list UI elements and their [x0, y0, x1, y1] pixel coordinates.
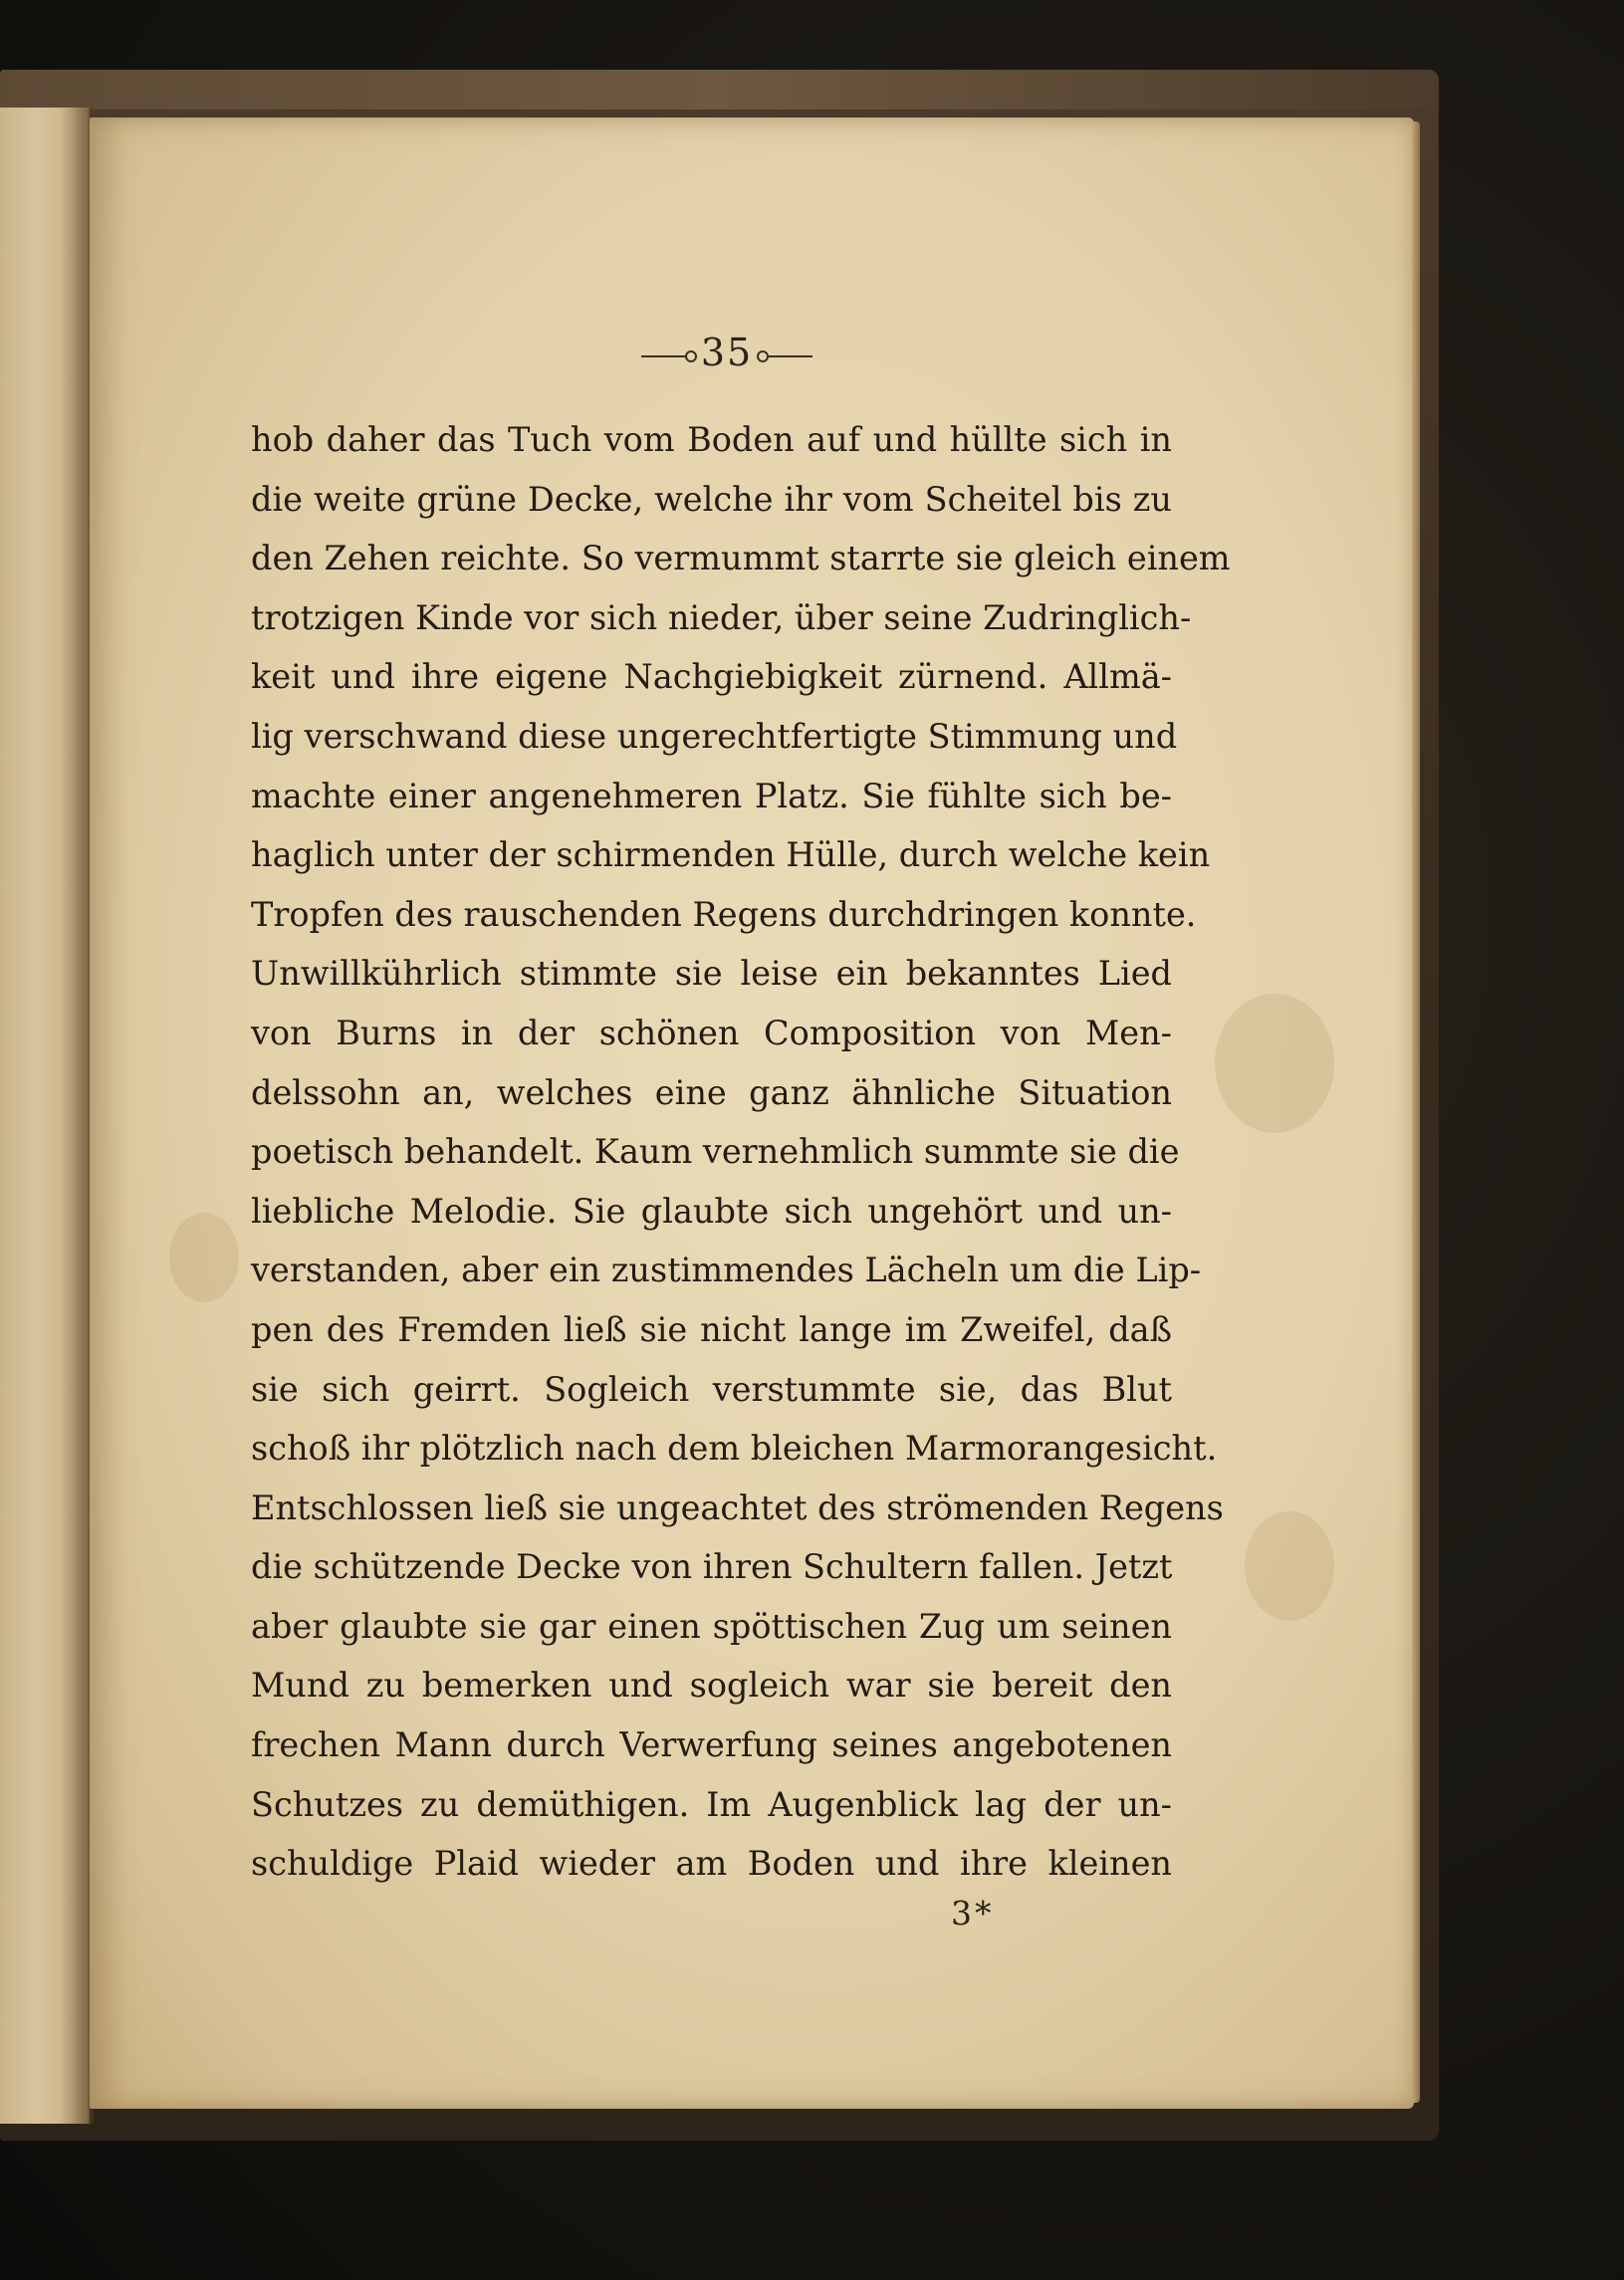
paper-stain — [1245, 1511, 1334, 1621]
text-line: Unwillkührlich stimmte sie leise ein bekanntes Lied — [251, 954, 1172, 994]
text-line: die weite grüne Decke, welche ihr vom Scheitel bis zu — [251, 479, 1172, 519]
text-line: schoß ihr plötzlich nach dem bleichen Marmorangesicht. — [251, 1429, 1218, 1469]
ornament-right-icon — [767, 355, 812, 357]
text-line: Entschlossen ließ sie ungeachtet des strömenden Regens — [251, 1487, 1224, 1527]
gutter-shadow — [60, 108, 94, 2124]
text-line: trotzigen Kinde vor sich nieder, über seine Zudringlich- — [251, 597, 1192, 637]
page-number-text: 35 — [700, 331, 754, 374]
book-cover-top-edge — [0, 70, 1434, 110]
text-line: delssohn an, welches eine ganz ähnliche Situation — [251, 1072, 1172, 1112]
text-line: Schutzes zu demüthigen. Im Augenblick lag der un- — [251, 1784, 1172, 1824]
text-line: schuldige Plaid wieder am Boden und ihre kleinen — [251, 1844, 1172, 1884]
ornament-left-icon — [641, 355, 687, 357]
text-line: Mund zu bemerken und sogleich war sie bereit den — [251, 1666, 1172, 1706]
body-text — [251, 410, 1231, 1894]
text-line: keit und ihre eigene Nachgiebigkeit zürnend. Allmä- — [251, 657, 1172, 697]
page-number — [597, 331, 856, 374]
text-line: frechen Mann durch Verwerfung seines angebotenen — [251, 1725, 1172, 1765]
text-line: den Zehen reichte. So vermummt starrte sie gleich einem — [251, 539, 1231, 578]
text-line: von Burns in der schönen Composition von Men- — [251, 1013, 1172, 1052]
text-line: Tropfen des rauschenden Regens durchdringen konnte. — [251, 894, 1197, 934]
text-line: hob daher das Tuch vom Boden auf und hüllte sich in — [251, 420, 1172, 459]
signature-mark: 3* — [951, 1894, 995, 1933]
text-line: die schützende Decke von ihren Schultern fallen. Jetzt — [251, 1547, 1173, 1587]
paper-stain — [1215, 994, 1334, 1133]
text-line: verstanden, aber ein zustimmendes Lächeln um die Lip- — [251, 1251, 1202, 1290]
text-line: lig verschwand diese ungerechtfertigte Stimmung und — [251, 716, 1178, 756]
text-line: machte einer angenehmeren Platz. Sie fühlte sich be- — [251, 776, 1172, 815]
text-line: aber glaubte sie gar einen spöttischen Zug um seinen — [251, 1606, 1172, 1646]
page-right-edge — [1412, 121, 1420, 2103]
text-line: sie sich geirrt. Sogleich verstummte sie, das Blut — [251, 1369, 1172, 1409]
text-line: poetisch behandelt. Kaum vernehmlich summte sie die — [251, 1132, 1180, 1172]
text-line: pen des Fremden ließ sie nicht lange im Zweifel, daß — [251, 1309, 1172, 1349]
text-line: liebliche Melodie. Sie glaubte sich ungehört und un- — [251, 1191, 1172, 1231]
paper-stain — [169, 1213, 239, 1302]
text-line: haglich unter der schirmenden Hülle, durch welche kein — [251, 835, 1211, 875]
